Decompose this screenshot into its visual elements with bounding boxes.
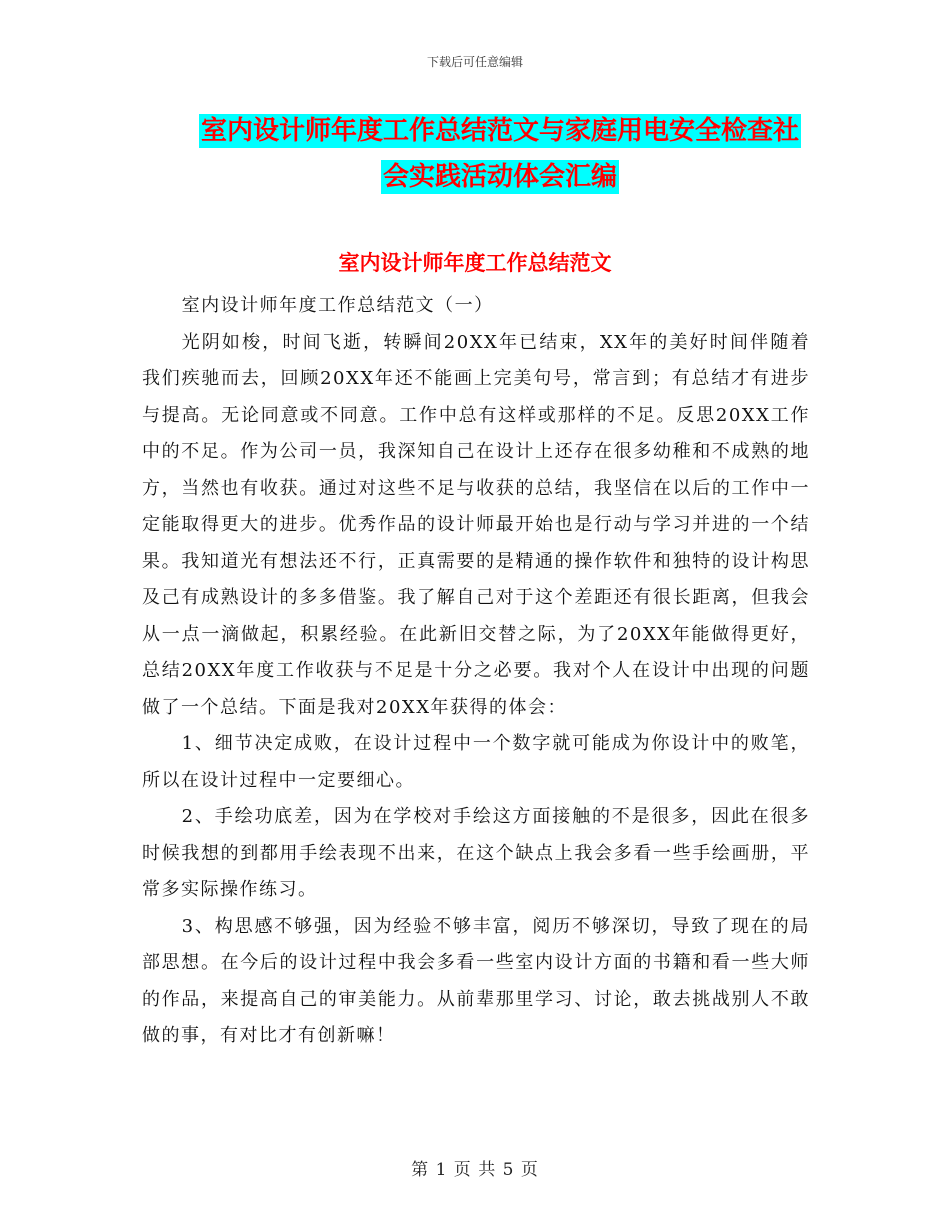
paragraph-intro: 光阴如梭，时间飞逝，转瞬间20XX年已结束，XX年的美好时间伴随着我们疾驰而去，回顾20XX年还不能画上完美句号，常言到；有总结才有进步与提高。无论同意或不同意。工作中总有这样或那样的不足。反思20XX工作中的不足。作为公司一员，我深知自己在设计上还存在很多幼稚和不成熟的地方，当然也有收获。通过对这些不足与收获的总结，我坚信在以后的工作中一定能取得更大的进步。优秀作品的设计师最开始也是行动与学习并进的一个结果。我知道光有想法还不行，正真需要的是精通的操作软件和独特的设计构思及己有成熟设计的多多借鉴。我了解自己对于这个差距还有很长距离，但我会从一点一滴做起，积累经验。在此新旧交替之际，为了20XX年能做得更好，总结20XX年度工作收获与不足是十分之必要。我对个人在设计中出现的问题做了一个总结。下面是我对20XX年获得的体会： (142, 331, 810, 718)
document-title-line-1: 室内设计师年度工作总结范文与家庭用电安全检查社 (200, 116, 799, 146)
page-header-note: 下载后可任意编辑 (426, 55, 523, 69)
paragraph-point-1: 1、细节决定成败，在设计过程中一个数字就可能成为你设计中的败笔，所以在设计过程中一定要细心。 (142, 733, 810, 791)
page-number-footer: 第 1 页 共 5 页 (411, 1160, 539, 1180)
paragraph-point-2: 2、手绘功底差，因为在学校对手绘这方面接触的不是很多，因此在很多时候我想的到都用手绘表现不出来，在这个缺点上我会多看一些手绘画册，平常多实际操作练习。 (142, 806, 810, 900)
section-title: 室内设计师年度工作总结范文 (338, 251, 612, 275)
document-title-line-2: 会实践活动体会汇编 (382, 162, 617, 192)
document-title (140, 108, 860, 200)
paragraph-subtitle: 室内设计师年度工作总结范文（一） (181, 295, 494, 316)
paragraph-point-3: 3、构思感不够强，因为经验不够丰富，阅历不够深切，导致了现在的局部思想。在今后的设计过程中我会多看一些室内设计方面的书籍和看一些大师的作品，来提高自己的审美能力。从前辈那里学习、讨论，敢去挑战别人不敢做的事，有对比才有创新嘛！ (142, 915, 810, 1046)
document-body (142, 288, 810, 1055)
